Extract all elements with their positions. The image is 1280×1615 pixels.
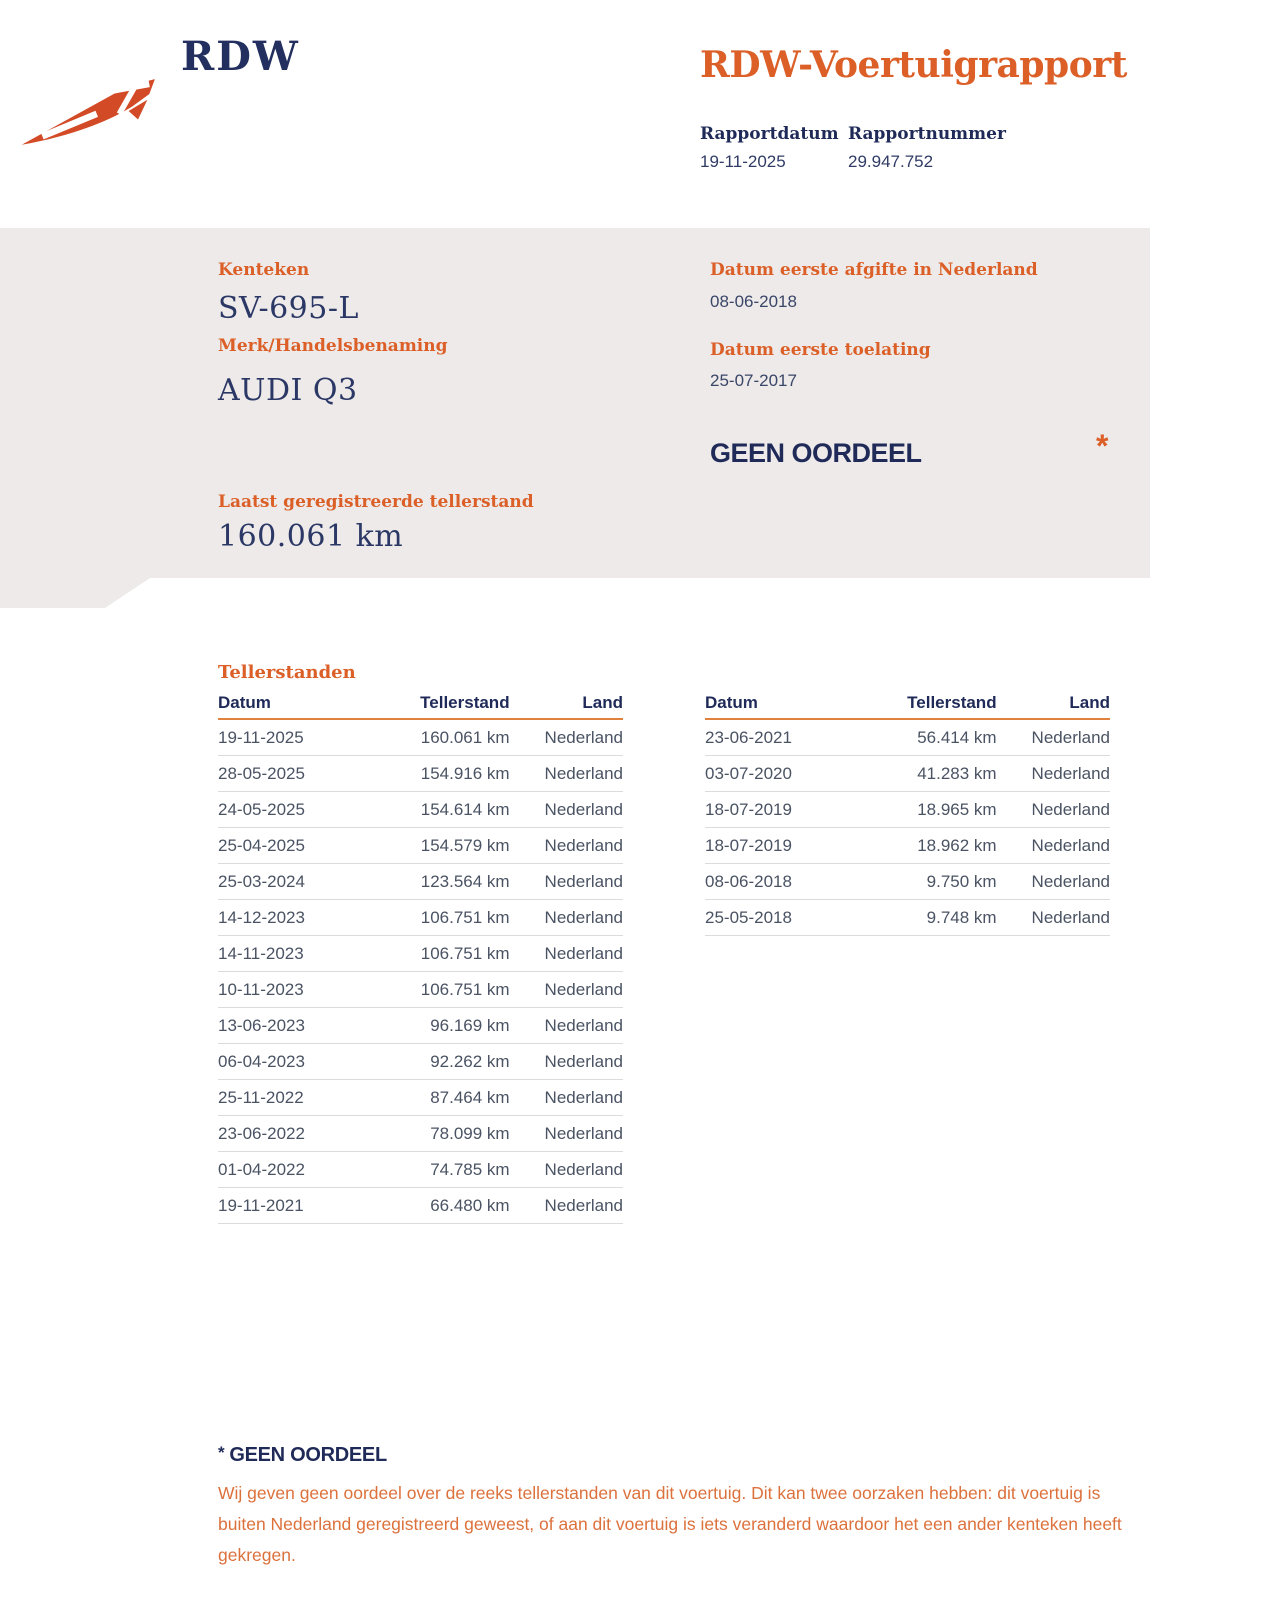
table-row: [218, 864, 623, 900]
odometer-cell: 56.414 km: [917, 727, 997, 747]
date-cell: 19-11-2021: [218, 1195, 304, 1215]
odometer-cell: 106.751 km: [420, 979, 510, 999]
footnote-title-text: GEEN OORDEEL: [229, 1444, 387, 1466]
odometer-cell: 160.061 km: [420, 727, 510, 747]
country-cell: Nederland: [1031, 799, 1110, 819]
odometer-cell: 92.262 km: [430, 1051, 510, 1071]
odometer-cell: 18.962 km: [917, 835, 997, 855]
verdict-text: GEEN OORDEEL: [710, 438, 922, 468]
country-cell: Nederland: [1031, 907, 1110, 927]
table-body: [218, 720, 623, 1224]
table-header-row: [705, 693, 1110, 720]
footnote-paragraph: Wij geven geen oordeel over de reeks tellerstanden van dit voertuig. Dit kan twee oorzaken hebben: dit voertuig is buiten Nederland geregistreerd geweest, of aan dit voertuig is iets veranderd waardoor het een ander kenteken heeft gekregen.: [218, 1483, 1122, 1565]
report-date-value: 19-11-2025: [700, 152, 786, 171]
vehicle-summary-panel: [0, 228, 1150, 578]
table-row: [218, 900, 623, 936]
country-cell: Nederland: [544, 1087, 623, 1107]
eerste-toelating-label: Datum eerste toelating: [710, 340, 931, 360]
country-cell: Nederland: [544, 1015, 623, 1035]
table-row: [218, 720, 623, 756]
column-header-datum: Datum: [705, 693, 758, 712]
panel-angled-tail: [0, 578, 150, 608]
footnote-title: [218, 1443, 1128, 1467]
country-cell: Nederland: [544, 1159, 623, 1179]
rdw-feather-logo-icon: [18, 58, 168, 150]
country-cell: Nederland: [544, 763, 623, 783]
country-cell: Nederland: [1031, 727, 1110, 747]
odometer-cell: 9.750 km: [926, 871, 997, 891]
table-row: [218, 1188, 623, 1224]
date-cell: 18-07-2019: [705, 799, 792, 819]
eerste-toelating-value: 25-07-2017: [710, 371, 797, 390]
country-cell: Nederland: [544, 907, 623, 927]
country-cell: Nederland: [544, 799, 623, 819]
date-cell: 03-07-2020: [705, 763, 792, 783]
country-cell: Nederland: [544, 871, 623, 891]
footnote-asterisk: *: [218, 1443, 225, 1462]
tellerstanden-section: [218, 662, 1110, 1224]
date-cell: 01-04-2022: [218, 1159, 305, 1179]
eerste-afgifte-value: 08-06-2018: [710, 292, 797, 311]
table-row: [218, 972, 623, 1008]
country-cell: Nederland: [544, 835, 623, 855]
odometer-cell: 123.564 km: [420, 871, 510, 891]
odometer-cell: 78.099 km: [430, 1123, 510, 1143]
column-header-land: Land: [1069, 693, 1110, 712]
report-number-value: 29.947.752: [848, 152, 934, 171]
report-number-label: Rapportnummer: [848, 124, 1006, 144]
kenteken-label: Kenteken: [218, 260, 310, 280]
report-date-block: [700, 124, 839, 172]
date-cell: 23-06-2022: [218, 1123, 305, 1143]
date-cell: 08-06-2018: [705, 871, 792, 891]
table-row: [218, 1080, 623, 1116]
odometer-cell: 154.614 km: [420, 799, 510, 819]
tellerstanden-tables: [218, 693, 1110, 1224]
table-row: [705, 756, 1110, 792]
date-cell: 18-07-2019: [705, 835, 792, 855]
column-header-datum: Datum: [218, 693, 271, 712]
eerste-afgifte-label: Datum eerste afgifte in Nederland: [710, 260, 1038, 280]
odometer-cell: 9.748 km: [926, 907, 997, 927]
odometer-cell: 74.785 km: [430, 1159, 510, 1179]
table-row: [218, 1152, 623, 1188]
tellerstanden-title: Tellerstanden: [218, 662, 356, 683]
date-cell: 19-11-2025: [218, 727, 304, 747]
date-cell: 14-12-2023: [218, 907, 305, 927]
odometer-cell: 41.283 km: [917, 763, 997, 783]
odometer-cell: 87.464 km: [430, 1087, 510, 1107]
date-cell: 14-11-2023: [218, 943, 304, 963]
date-cell: 06-04-2023: [218, 1051, 305, 1071]
table-row: [705, 864, 1110, 900]
table-row: [705, 792, 1110, 828]
verdict-footnote: [218, 1443, 1128, 1571]
odometer-cell: 154.916 km: [420, 763, 510, 783]
table-row: [705, 900, 1110, 936]
laatste-tellerstand-label: Laatst geregistreerde tellerstand: [218, 492, 534, 512]
odometer-cell: 18.965 km: [917, 799, 997, 819]
laatste-tellerstand-value: 160.061 km: [218, 519, 404, 554]
table-header-row: [218, 693, 623, 720]
table-row: [705, 828, 1110, 864]
country-cell: Nederland: [544, 943, 623, 963]
date-cell: 25-03-2024: [218, 871, 305, 891]
table-row: [218, 1008, 623, 1044]
country-cell: Nederland: [544, 1051, 623, 1071]
merk-value: AUDI Q3: [218, 373, 358, 408]
country-cell: Nederland: [1031, 763, 1110, 783]
date-cell: 25-11-2022: [218, 1087, 304, 1107]
odometer-cell: 154.579 km: [420, 835, 510, 855]
table-row: [218, 756, 623, 792]
date-cell: 23-06-2021: [705, 727, 792, 747]
country-cell: Nederland: [1031, 871, 1110, 891]
country-cell: Nederland: [1031, 835, 1110, 855]
report-date-label: Rapportdatum: [700, 124, 839, 144]
table-row: [218, 1116, 623, 1152]
date-cell: 28-05-2025: [218, 763, 305, 783]
country-cell: Nederland: [544, 1195, 623, 1215]
country-cell: Nederland: [544, 979, 623, 999]
table-row: [218, 936, 623, 972]
country-cell: Nederland: [544, 727, 623, 747]
merk-label: Merk/Handelsbenaming: [218, 336, 448, 356]
column-header-land: Land: [582, 693, 623, 712]
kenteken-value: SV-695-L: [218, 291, 359, 326]
verdict-asterisk: *: [1096, 428, 1109, 464]
odometer-cell: 66.480 km: [430, 1195, 510, 1215]
column-header-tellerstand: Tellerstand: [907, 693, 997, 712]
date-cell: 10-11-2023: [218, 979, 304, 999]
table-row: [218, 792, 623, 828]
report-number-block: [848, 124, 1006, 172]
table-row: [218, 1044, 623, 1080]
report-title: RDW-Voertuigrapport: [700, 44, 1127, 86]
table-row: [218, 828, 623, 864]
table-body: [705, 720, 1110, 936]
report-meta: [700, 124, 1006, 172]
date-cell: 13-06-2023: [218, 1015, 305, 1035]
date-cell: 25-04-2025: [218, 835, 305, 855]
odometer-table-left: [218, 693, 623, 1224]
odometer-cell: 96.169 km: [430, 1015, 510, 1035]
column-header-tellerstand: Tellerstand: [420, 693, 510, 712]
odometer-cell: 106.751 km: [420, 943, 510, 963]
date-cell: 25-05-2018: [705, 907, 792, 927]
odometer-cell: 106.751 km: [420, 907, 510, 927]
country-cell: Nederland: [544, 1123, 623, 1143]
odometer-table-right: [705, 693, 1110, 936]
date-cell: 24-05-2025: [218, 799, 305, 819]
rdw-wordmark: RDW: [181, 33, 300, 80]
table-row: [705, 720, 1110, 756]
